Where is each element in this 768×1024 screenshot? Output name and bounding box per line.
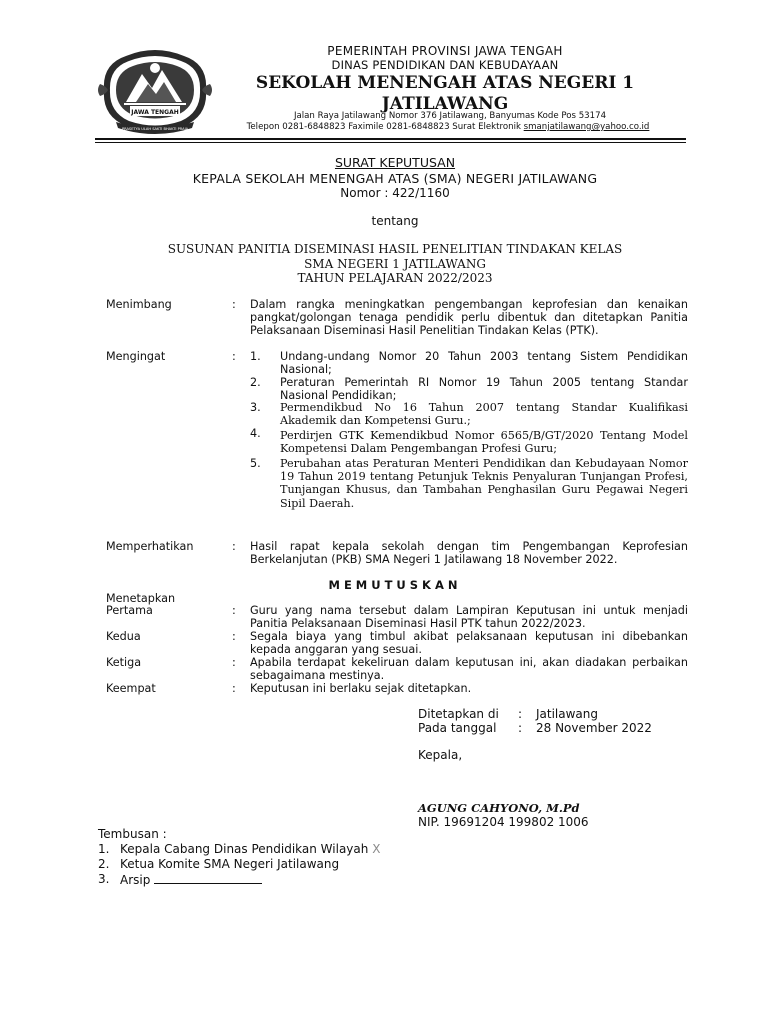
mengingat-item-text: Perubahan atas Peraturan Menteri Pendidikan dan Kebudayaan Nomor 19 Tahun 2019 tentang Petunjuk Teknis Penyaluran Tunjangan Profesi, Tunjangan Khusus, dan Tambahan Penghasilan Guru Pegawai Negeri Sipil Daerah.: [280, 457, 688, 510]
decision-colon: :: [232, 656, 236, 669]
signature-place-colon: :: [518, 707, 523, 721]
document-issuer: KEPALA SEKOLAH MENENGAH ATAS (SMA) NEGERI JATILAWANG: [192, 171, 598, 186]
mengingat-item-text: Perdirjen GTK Kemendikbud Nomor 6565/B/GT/2020 Tentang Model Kompetensi Dalam Pengembangan Profesi Guru;: [280, 429, 688, 456]
mengingat-item-number: 2.: [250, 376, 261, 389]
signature-date-value: 28 November 2022: [536, 721, 652, 735]
letterhead-department: DINAS PENDIDIKAN DAN KEBUDAYAAN: [331, 58, 559, 72]
document-number: Nomor : 422/1160: [340, 186, 450, 200]
memperhatikan-label: Memperhatikan: [106, 540, 194, 553]
mengingat-item-number: 1.: [250, 350, 261, 363]
svg-text:JAWA TENGAH: JAWA TENGAH: [131, 109, 179, 116]
signature-position: Kepala,: [418, 748, 463, 762]
decision-colon: :: [232, 682, 236, 695]
mengingat-item-number: 5.: [250, 457, 261, 470]
memperhatikan-text: Hasil rapat kepala sekolah dengan tim Pengembangan Keprofesian Berkelanjutan (PKB) SMA Negeri 1 Jatilawang 18 November 2022.: [250, 540, 688, 567]
signature-nip: NIP. 19691204 199802 1006: [418, 815, 589, 829]
letterhead-divider-thin: [95, 142, 686, 143]
decision-label: Keempat: [106, 682, 156, 695]
memperhatikan-colon: :: [232, 540, 236, 553]
mengingat-item-number: 3.: [250, 401, 261, 414]
decision-label: Ketiga: [106, 656, 142, 669]
tembusan-title: Tembusan :: [98, 827, 167, 841]
mengingat-label: Mengingat: [106, 350, 166, 363]
decision-text: Guru yang nama tersebut dalam Lampiran Keputusan ini untuk menjadi Panitia Pelaksanaan Diseminasi Hasil PTK tahun 2022/2023.: [250, 604, 688, 631]
email-link[interactable]: smanjatilawang@yahoo.co.id: [523, 122, 650, 132]
document-title: SURAT KEPUTUSAN: [334, 155, 456, 170]
signature-place-value: Jatilawang: [536, 707, 599, 721]
menimbang-text: Dalam rangka meningkatkan pengembangan keprofesian dan kenaikan pangkat/golongan tenaga pendidik perlu dibentuk dan ditetapkan Panitia Pelaksanaan Diseminasi Hasil Penelitian Tindakan Kelas (PTK).: [250, 298, 688, 338]
signature-place-label: Ditetapkan di: [418, 707, 499, 721]
decision-text: Keputusan ini berlaku sejak ditetapkan.: [250, 682, 472, 695]
tembusan-item-number: 3.: [98, 872, 110, 886]
decision-text: Apabila terdapat kekeliruan dalam keputusan ini, akan diadakan perbaikan sebagaimana mestinya.: [250, 656, 688, 683]
arsip-blank-line: [154, 872, 262, 884]
mengingat-colon: :: [232, 350, 236, 363]
tembusan-item: Arsip: [120, 872, 262, 889]
letterhead-address: Jalan Raya Jatilawang Nomor 376 Jatilawang, Banyumas Kode Pos 53174: [293, 111, 607, 121]
signature-name: AGUNG CAHYONO, M.Pd: [418, 801, 580, 815]
menimbang-label: Menimbang: [106, 298, 172, 311]
svg-text:PRASETYA ULAH SAKTI BHAKTI PRA: PRASETYA ULAH SAKTI BHAKTI PRAJA: [121, 127, 189, 131]
central-java-emblem-icon: [96, 44, 214, 136]
letterhead-divider-thick: [95, 138, 686, 140]
decision-label: Pertama: [106, 604, 153, 617]
province-emblem-logo: [96, 44, 214, 136]
tembusan-item: Ketua Komite SMA Negeri Jatilawang: [120, 857, 340, 871]
document-subject: SUSUNAN PANITIA DISEMINASI HASIL PENELITIAN TINDAKAN KELAS SMA NEGERI 1 JATILAWANG TAHUN PELAJARAN 2022/2023: [167, 242, 623, 285]
mengingat-item-text: Peraturan Pemerintah RI Nomor 19 Tahun 2005 tentang Standar Nasional Pendidikan;: [280, 376, 688, 403]
mengingat-item-number: 4.: [250, 427, 261, 440]
signature-date-label: Pada tanggal: [418, 721, 497, 735]
tembusan-item-number: 2.: [98, 857, 110, 871]
menetapkan-label: Menetapkan: [106, 592, 176, 605]
menimbang-colon: :: [232, 298, 236, 311]
tembusan-item: Kepala Cabang Dinas Pendidikan Wilayah X: [120, 842, 381, 856]
letterhead-school-name: SEKOLAH MENENGAH ATAS NEGERI 1 JATILAWANG: [255, 73, 635, 114]
document-tentang: tentang: [371, 214, 419, 228]
letterhead-contact: Telepon 0281-6848823 Faximile 0281-6848823 Surat Elektronik smanjatilawang@yahoo.co.id: [246, 122, 650, 132]
mengingat-item-text: Permendikbud No 16 Tahun 2007 tentang Standar Kualifikasi Akademik dan Kompetensi Guru.;: [280, 401, 688, 428]
decision-colon: :: [232, 604, 236, 617]
decision-label: Kedua: [106, 630, 141, 643]
tembusan-item-number: 1.: [98, 842, 110, 856]
memutuskan-title: MEMUTUSKAN: [328, 578, 462, 592]
mengingat-item-text: Undang-undang Nomor 20 Tahun 2003 tentang Sistem Pendidikan Nasional;: [280, 350, 688, 377]
decision-colon: :: [232, 630, 236, 643]
letterhead-government: PEMERINTAH PROVINSI JAWA TENGAH: [327, 44, 563, 58]
decision-text: Segala biaya yang timbul akibat pelaksanaan keputusan ini dibebankan kepada anggaran yang sesuai.: [250, 630, 688, 657]
signature-date-colon: :: [518, 721, 523, 735]
